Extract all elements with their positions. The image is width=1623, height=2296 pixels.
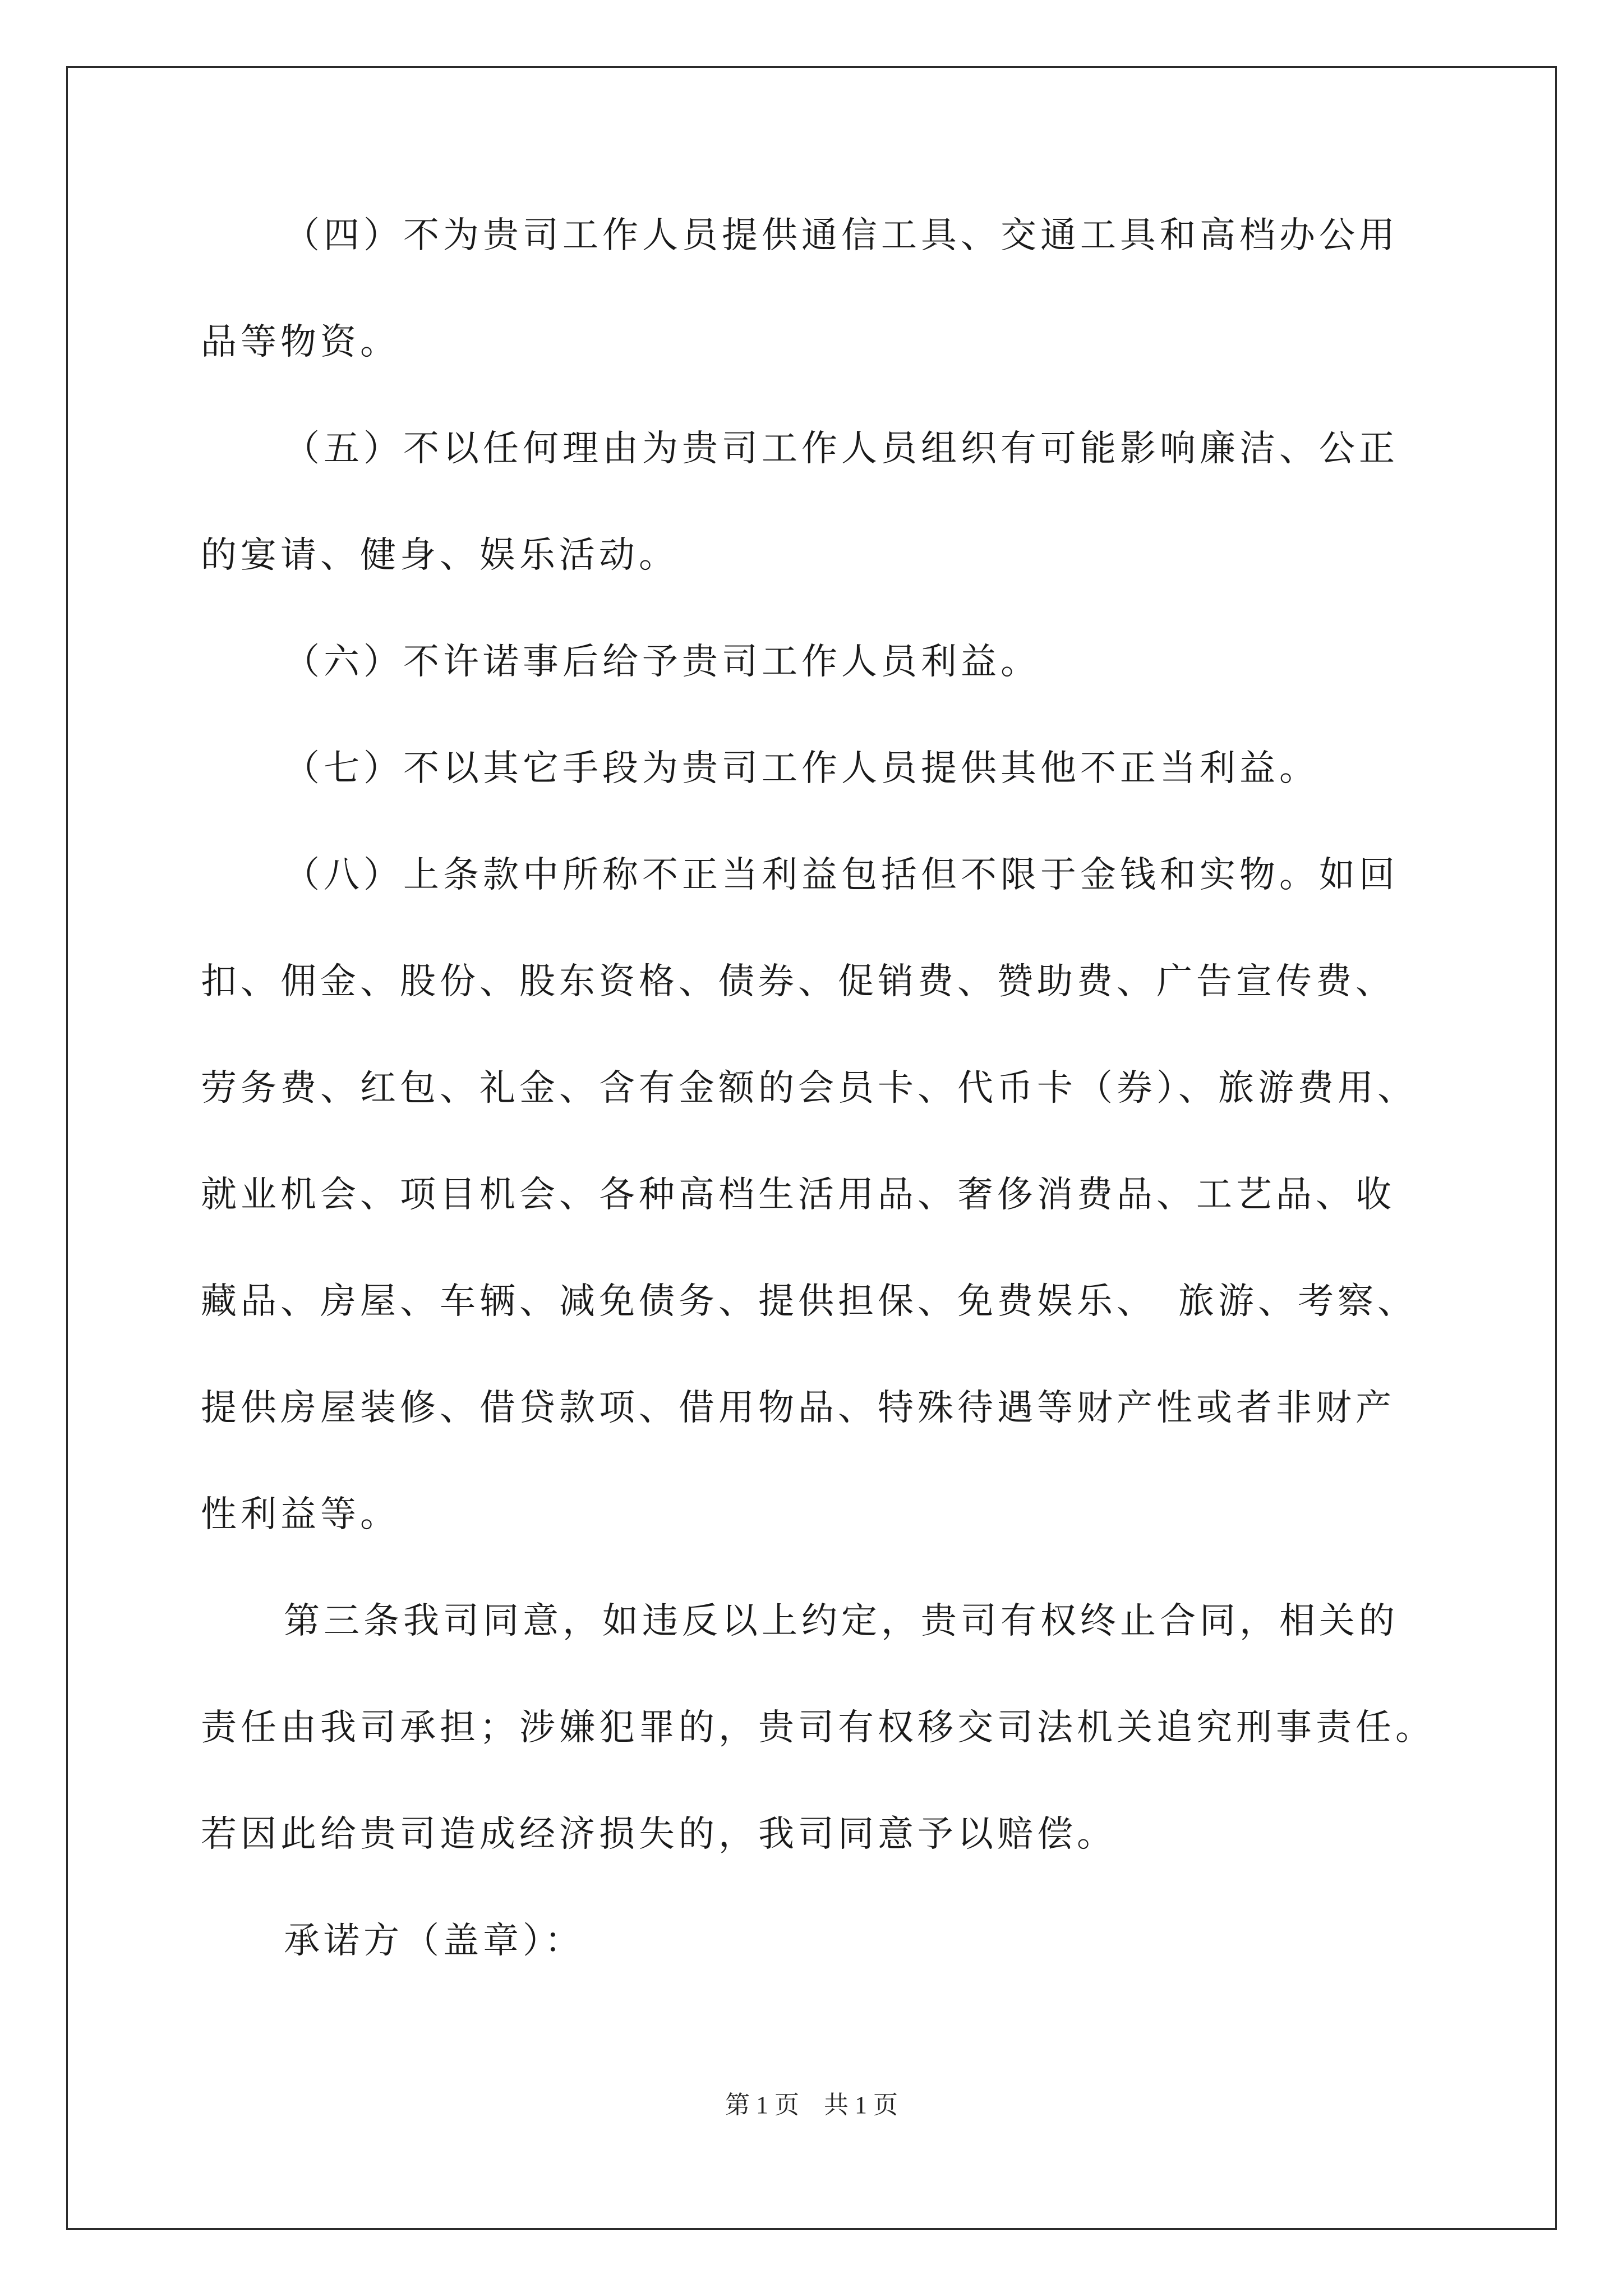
line-item-8-cont-5: 提供房屋装修、借贷款项、借用物品、特殊待遇等财产性或者非财产 <box>201 1387 1395 1429</box>
line-item-5-cont: 的宴请、健身、娱乐活动。 <box>201 535 679 576</box>
line-item-4-cont: 品等物资。 <box>201 321 400 363</box>
page-border <box>66 66 1557 2230</box>
line-item-8: （八）上条款中所称不正当利益包括但不限于金钱和实物。如回 <box>284 854 1399 896</box>
line-item-8-cont-6: 性利益等。 <box>201 1494 400 1535</box>
line-article-3-cont-2: 若因此给贵司造成经济损失的，我司同意予以赔偿。 <box>201 1814 1117 1855</box>
line-article-3: 第三条我司同意，如违反以上约定，贵司有权终止合同，相关的 <box>284 1600 1399 1642</box>
line-item-8-cont-4: 藏品、房屋、车辆、减免债务、提供担保、免费娱乐、 旅游、考察、 <box>201 1281 1417 1322</box>
line-item-8-cont-2: 劳务费、红包、礼金、含有金额的会员卡、代币卡（券）、旅游费用、 <box>201 1068 1417 1109</box>
line-item-6: （六）不许诺事后给予贵司工作人员利益。 <box>284 641 1040 683</box>
line-item-5: （五）不以任何理由为贵司工作人员组织有可能影响廉洁、公正 <box>284 428 1399 470</box>
line-signature-label: 承诺方（盖章）： <box>284 1920 584 1962</box>
line-item-4: （四）不为贵司工作人员提供通信工具、交通工具和高档办公用 <box>284 215 1399 256</box>
page-footer: 第 1 页 共 1 页 <box>725 2091 898 2119</box>
line-article-3-cont-1: 责任由我司承担；涉嫌犯罪的，贵司有权移交司法机关追究刑事责任。 <box>201 1707 1435 1749</box>
line-item-7: （七）不以其它手段为贵司工作人员提供其他不正当利益。 <box>284 748 1319 789</box>
line-item-8-cont-1: 扣、佣金、股份、股东资格、债券、促销费、赞助费、广告宣传费、 <box>201 961 1395 1002</box>
line-item-8-cont-3: 就业机会、项目机会、各种高档生活用品、奢侈消费品、工艺品、收 <box>201 1174 1395 1216</box>
